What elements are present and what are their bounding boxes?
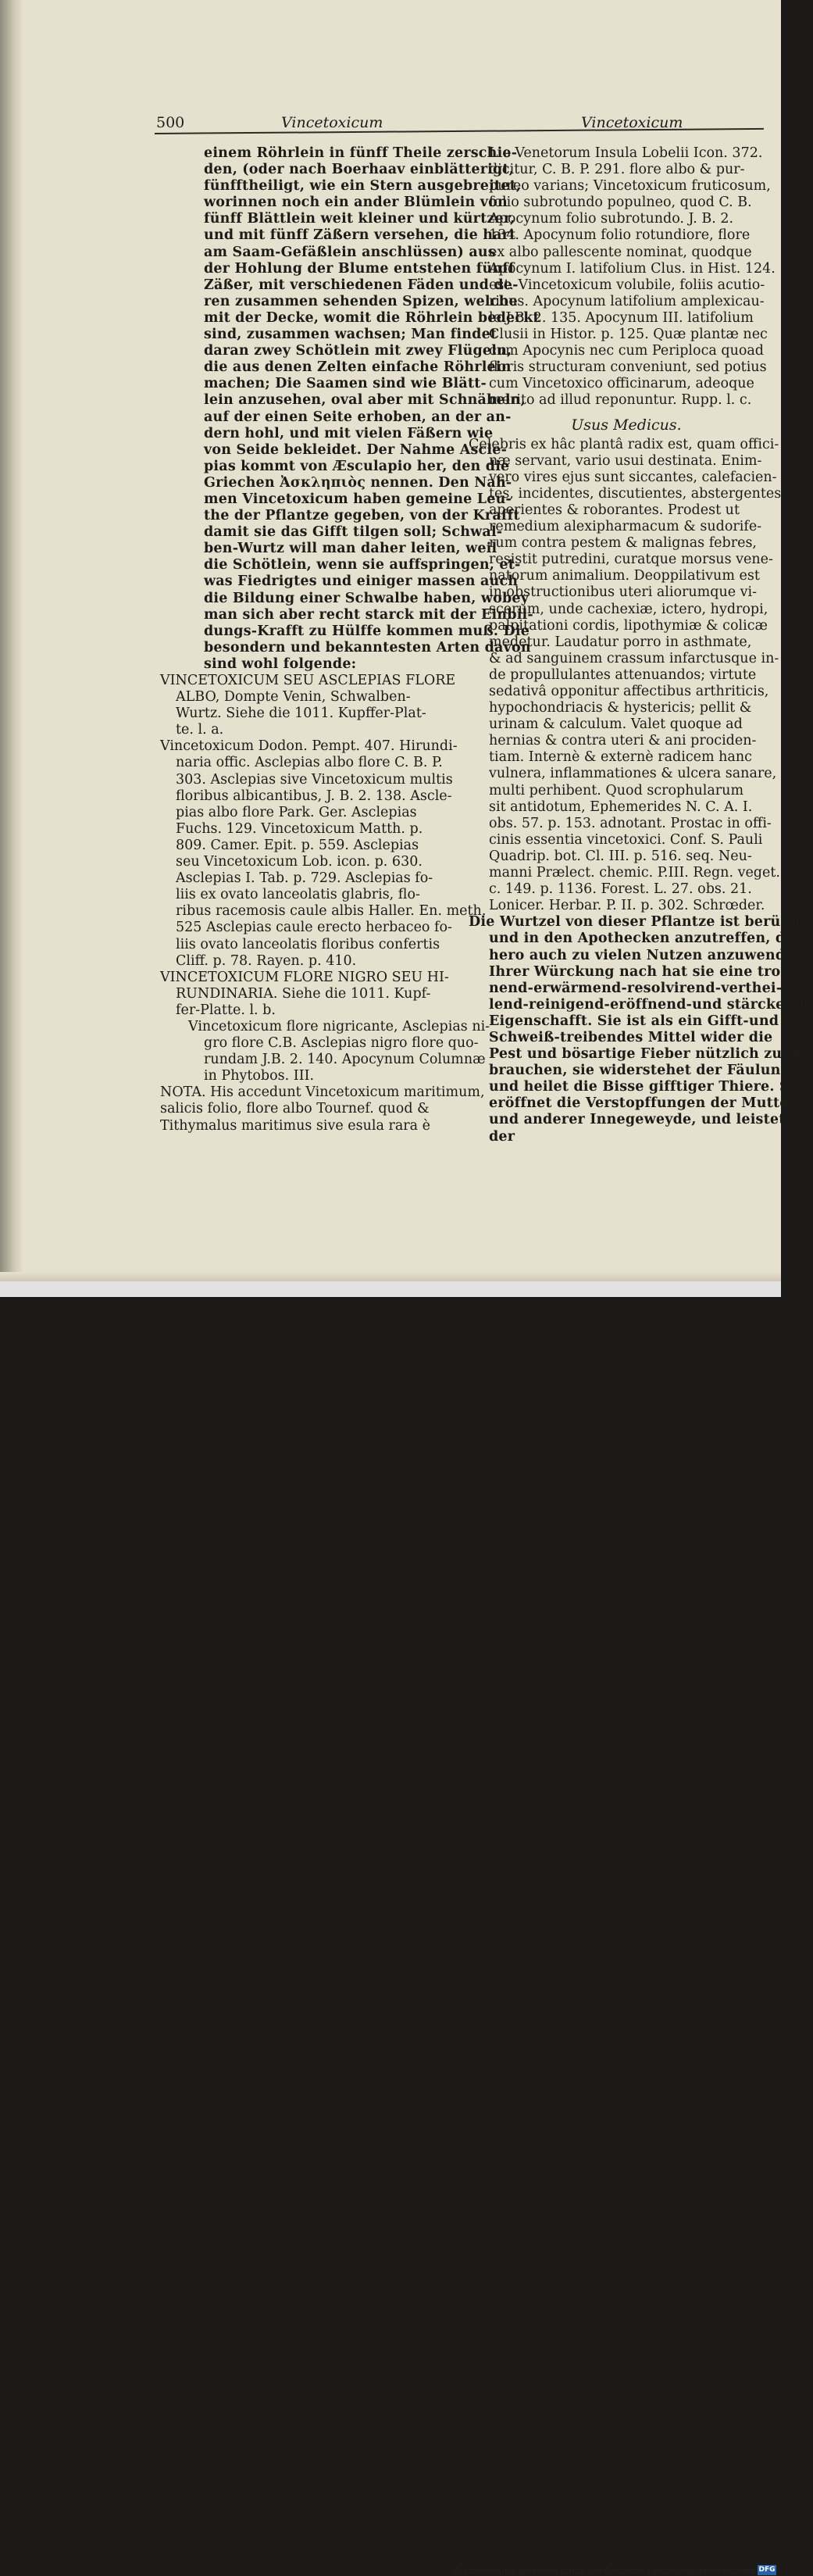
- text-line: liis ovato lanceolatis floribus confertis: [176, 936, 440, 952]
- text-line: naria offic. Asclepias albo flore C. B. P.: [176, 755, 443, 771]
- text-line: cum Vincetoxico officinarum, adeoque: [489, 376, 754, 392]
- text-line: machen; Die Saamen sind wie Blätt-: [204, 376, 487, 392]
- text-line: floris structuram conveniunt, sed potius: [489, 359, 767, 376]
- text-line: daran zwey Schötlein mit zwey Flügeln,: [204, 343, 512, 359]
- text-line: resistit putredini, curatque morsus vene-: [489, 552, 773, 568]
- text-line: seu Vincetoxicum Lob. icon. p. 630.: [176, 854, 423, 870]
- right-latin-continuation: [489, 145, 776, 409]
- text-line: einem Röhrlein in fünff Theile zerschie-: [204, 145, 518, 161]
- text-line: cum Apocynis nec cum Periploca quoad: [489, 343, 765, 359]
- text-line: urinam & calculum. Valet quoque ad: [489, 716, 743, 733]
- text-line: nend-erwärmend-resolvirend-verthei-: [489, 980, 783, 996]
- text-line: medetur. Laudatur porro in asthmate,: [489, 634, 752, 650]
- text-line: the der Pflantze gegeben, von der Krafft: [204, 508, 520, 524]
- text-line: die Schötlein, wenn sie auffspringen, et-: [204, 557, 521, 573]
- text-line: ribus. Apocynum latifolium amplexicau-: [489, 293, 765, 309]
- text-line: der Hohlung der Blume entstehen fünff: [204, 260, 515, 277]
- text-line: te. l. a.: [176, 722, 224, 738]
- text-line: hypochondriacis & hystericis; pellit &: [489, 700, 752, 716]
- left-german-paragraph: [160, 145, 540, 673]
- entry-vincetoxicum-flore-nigro: [160, 970, 465, 1019]
- text-line: 809. Camer. Epit. p. 559. Asclepias: [176, 837, 419, 853]
- text-line: 525 Asclepias caule erecto herbaceo fo-: [176, 920, 452, 936]
- text-line: Cliff. p. 78. Rayen. p. 410.: [176, 952, 357, 969]
- text-line: Zäßer, mit verschiedenen Fäden und de-: [204, 277, 519, 293]
- text-line: ben-Wurtz will man daher leiten, weil: [204, 541, 497, 557]
- text-line: eröffnet die Verstopffungen der Mutter: [489, 1095, 796, 1112]
- text-line: auf der einen Seite erhoben, an der an-: [204, 409, 512, 425]
- text-line: est. Vincetoxicum volubile, foliis acutio-: [489, 277, 765, 293]
- text-line: worinnen noch ein ander Blümlein von: [204, 195, 508, 211]
- text-line: lein anzusehen, oval aber mit Schnäbeln,: [204, 392, 526, 409]
- text-line: Celebris ex hâc plantâ radix est, quam offici-: [469, 436, 779, 452]
- text-line: cinis essentia vincetoxici. Conf. S. Pauli: [489, 831, 763, 848]
- text-line: hero auch zu vielen Nutzen anzuwenden.: [489, 947, 809, 963]
- text-line: sedativâ opponitur affectibus arthriticis,: [489, 684, 769, 699]
- text-line: mit der Decke, womit die Röhrlein bedeckt: [204, 309, 540, 326]
- text-line: pureo varians; Vincetoxicum fruticosum,: [489, 178, 771, 195]
- text-line: die Bildung einer Schwalbe haben, wobey: [204, 590, 530, 606]
- text-line: aperientes & roborantes. Prodest ut: [489, 502, 740, 518]
- text-line: c. 149. p. 1136. Forest. L. 27. obs. 21.: [489, 881, 752, 898]
- text-line: vulnera, inflammationes & ulcera sanare,: [489, 766, 777, 782]
- text-line: fer-Platte. l. b.: [176, 1002, 276, 1018]
- text-line: von Seide bekleidet. Der Nahme Ascle-: [204, 441, 508, 458]
- text-line: in obstructionibus uteri aliorumque vi-: [489, 584, 758, 601]
- text-line: ALBO, Dompte Venin, Schwalben-: [176, 689, 411, 706]
- text-line: remedium alexipharmacum & sudorife-: [489, 519, 762, 535]
- text-line: næ servant, vario usui destinata. Enim-: [489, 452, 762, 469]
- text-line: lend-reinigend-eröffnend-und stärckende: [489, 996, 813, 1013]
- text-line: am Saam-Gefäßlein anschlüssen) aus: [204, 244, 496, 260]
- text-line: VINCETOXICUM SEU ASCLEPIAS FLORE: [160, 673, 456, 688]
- text-line: Vincetoxicum flore nigricante, Asclepias ni-: [188, 1018, 490, 1034]
- text-line: salicis folio, flore albo Tournef. quod &: [160, 1101, 430, 1117]
- text-line: gro flore C.B. Asclepias nigro flore quo-: [204, 1035, 479, 1052]
- text-line: Schweiß-treibendes Mittel wider die: [489, 1029, 773, 1045]
- text-line: Lonicer. Herbar. P. II. p. 302. Schrœder.: [489, 898, 765, 914]
- text-line: ex albo pallescente nominat, quodque: [489, 244, 752, 260]
- synonyms-flore-albo: [160, 738, 487, 969]
- text-line: man sich aber recht starck mit der Einbil-: [204, 606, 533, 623]
- right-column: [469, 145, 813, 1145]
- text-line: ribus racemosis caule albis Haller. En. meth.: [176, 903, 487, 920]
- text-line: und mit fünff Zäßern versehen, die hart: [204, 227, 516, 244]
- text-line: sit antidotum, Ephemerides N. C. A. I.: [489, 799, 753, 815]
- text-line: und heilet die Bisse gifftiger Thiere. Sie: [489, 1079, 804, 1095]
- running-head-right: Vincetoxicum: [581, 114, 683, 131]
- text-line: tes, incidentes, discutientes, abstergentes,: [489, 485, 786, 502]
- synonyms-flore-nigro: [160, 1018, 490, 1084]
- text-line: der: [489, 1128, 515, 1145]
- text-line: die aus denen Zelten einfache Röhrlein: [204, 359, 512, 376]
- text-line: pias kommt von Æsculapio her, den die: [204, 458, 510, 474]
- text-line: Ihrer Würckung nach hat sie eine trock-: [489, 963, 804, 980]
- text-line: NOTA. His accedunt Vincetoxicum maritimum,: [160, 1084, 485, 1101]
- text-line: fünff Blättlein weit kleiner und kürtzer,: [204, 211, 515, 227]
- text-line: manni Prælect. chemic. P.III. Regn. veget.: [489, 865, 780, 881]
- text-line: Apocynum folio subrotundo. J. B. 2.: [489, 211, 734, 227]
- entry-vincetoxicum-flore-albo: [160, 673, 465, 738]
- dfg-logo[interactable]: DFG: [758, 2566, 776, 2574]
- footer-bar: [0, 1281, 781, 2576]
- left-column: [160, 145, 540, 1134]
- text-line: und in den Apothecken anzutreffen, da-: [489, 931, 801, 947]
- text-line: palpitationi cordis, lipothymiæ & colicæ: [489, 617, 768, 634]
- text-line: folio subrotundo populneo, quod C. B.: [489, 195, 752, 211]
- text-line: liis ex ovato lanceolatis glabris, flo-: [176, 887, 420, 903]
- usus-medicus-paragraph: [469, 436, 786, 915]
- text-line: Griechen Ἀσκληπιὸς nennen. Den Nah-: [204, 474, 512, 491]
- text-line: und anderer Innegeweyde, und leistet in: [489, 1112, 806, 1128]
- text-line: floribus albicantibus, J. B. 2. 138. Ascle-: [176, 788, 452, 804]
- text-line: brauchen, sie widerstehet der Fäulung,: [489, 1063, 796, 1079]
- page-gutter-shadow: [0, 0, 23, 1297]
- text-line: den, (oder nach Boerhaav einblätterigt,: [204, 162, 515, 178]
- text-line: Lio Venetorum Insula Lobelii Icon. 372.: [489, 145, 763, 161]
- text-line: tiam. Internè & externè radicem hanc: [489, 749, 752, 766]
- text-line: pias albo flore Park. Ger. Asclepias: [176, 804, 417, 820]
- text-line: dicitur, C. B. P. 291. flore albo & pur-: [489, 162, 745, 178]
- text-line: Pest und bösartige Fieber nützlich zu ge-: [489, 1046, 811, 1063]
- text-line: Clusii in Histor. p. 125. Quæ plantæ nec: [489, 327, 768, 343]
- text-line: fünfftheiligt, wie ein Stern ausgebreitet,: [204, 178, 522, 195]
- text-line: 303. Asclepias sive Vincetoxicum multis: [176, 771, 453, 788]
- text-line: Vincetoxicum Dodon. Pempt. 407. Hirundi-: [160, 738, 458, 755]
- text-line: dern hohl, und mit vielen Fäßern wie: [204, 425, 494, 441]
- text-line: damit sie das Gifft tilgen soll; Schwal-: [204, 524, 503, 541]
- text-line: multi perhibent. Quod scrophularum: [489, 782, 744, 799]
- text-line: Eigenschafft. Sie ist als ein Gifft-und: [489, 1013, 779, 1029]
- text-line: Apocynum I. latifolium Clus. in Hist. 124.: [489, 260, 776, 277]
- text-line: in Phytobos. III.: [204, 1068, 315, 1084]
- text-line: natorum animalium. Deoppilativum est: [489, 568, 760, 584]
- text-line: de propullulantes attenuandos; virtute: [489, 666, 757, 683]
- text-line: ren zusammen sehenden Spizen, welche: [204, 293, 518, 309]
- text-line: obs. 57. p. 153. adnotant. Prostac in offi-: [489, 815, 772, 831]
- text-line: sind, zusammen wachsen; Man findet: [204, 327, 497, 343]
- text-line: scerum, unde cachexiæ, ictero, hydropi,: [489, 601, 768, 617]
- text-line: Tithymalus maritimus sive esula rara è: [160, 1117, 431, 1134]
- usus-medicus-heading: Usus Medicus.: [571, 416, 682, 434]
- text-line: VINCETOXICUM FLORE NIGRO SEU HI-: [160, 969, 449, 985]
- text-line: merito ad illud reponuntur. Rupp. l. c.: [489, 392, 752, 409]
- text-line: le J.B. 2. 135. Apocynum III. latifolium: [489, 309, 754, 326]
- text-line: rum contra pestem & malignas febres,: [489, 535, 757, 552]
- text-line: rundam J.B. 2. 140. Apocynum Columnæ: [204, 1052, 486, 1068]
- running-head-left: Vincetoxicum: [281, 114, 383, 131]
- text-line: 134. Apocynum folio rotundiore, flore: [489, 227, 751, 244]
- nota-paragraph: [160, 1084, 485, 1134]
- text-line: hernias & contra uteri & ani prociden-: [489, 733, 757, 749]
- text-line: besondern und bekanntesten Arten davon: [204, 639, 531, 656]
- text-line: dungs-Krafft zu Hülffe kommen muß. Die: [204, 623, 530, 639]
- text-line: Wurtz. Siehe die 1011. Kupffer-Plat-: [176, 706, 426, 722]
- dfg-credit: Digitalisierung gefördert durch die Deutsche Forschungsgemeinschaft: [453, 2566, 754, 2576]
- text-line: RUNDINARIA. Siehe die 1011. Kupf-: [176, 985, 431, 1002]
- text-line: Die Wurtzel von dieser Pflantze ist berühmt: [469, 914, 812, 931]
- text-line: men Vincetoxicum haben gemeine Leu-: [204, 491, 512, 507]
- right-german-paragraph: [469, 914, 813, 1145]
- text-line: Asclepias I. Tab. p. 729. Asclepias fo-: [176, 870, 433, 887]
- page-number: 500: [156, 114, 185, 131]
- text-line: vero vires ejus sunt siccantes, calefacien-: [489, 469, 777, 485]
- page-bottom-edge: [0, 1272, 781, 1281]
- text-line: & ad sanguinem crassum infarctusque in-: [489, 650, 779, 666]
- text-line: was Fiedrigtes und einiger massen auch: [204, 573, 519, 590]
- text-line: Quadrip. bot. Cl. III. p. 516. seq. Neu-: [489, 848, 752, 864]
- text-line: Fuchs. 129. Vincetoxicum Matth. p.: [176, 820, 423, 837]
- text-line: sind wohl folgende:: [204, 656, 357, 672]
